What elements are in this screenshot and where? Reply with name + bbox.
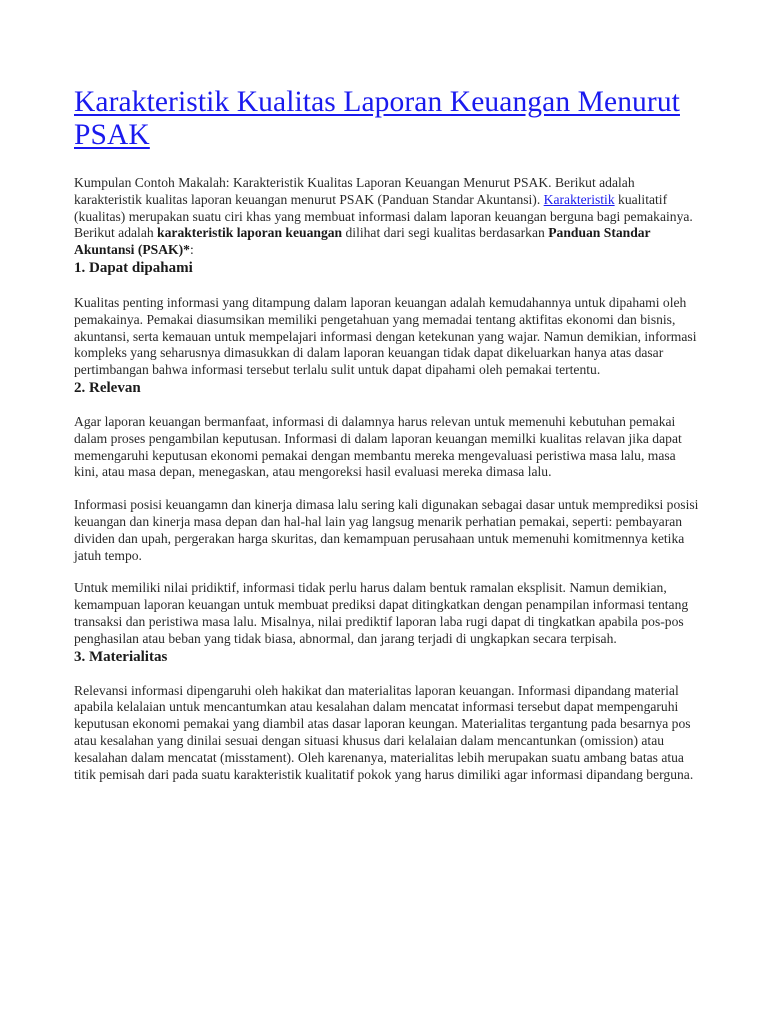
section-paragraph: Relevansi informasi dipengaruhi oleh hakikat dan materialitas laporan keuangan. Informasi dipandang material apabila kelalaian untuk mencantumkan atau kesalahan dalam mencatat informasi tersebut dapat mempengaruhi keputusan ekonomi pemakai yang diambil atas dasar laporan keungan. Materialitas tergantung pada besarnya pos atau kesalahan yang dinilai sesuai dengan situasi khusus dari kelalaian dalam mencantunkan (omission) atau kesalahan dalam mencatat (misstament). Oleh karenanya, materialitas lebih merupakan suatu ambang batas atua titik pemisah dari pada suatu karakteristik kualitatif pokok yang harus dimiliki agar informasi dipandang berguna. [74,682,694,782]
intro-paragraph [74,175,702,259]
section-paragraph: Untuk memiliki nilai pridiktif, informasi tidak perlu harus dalam bentuk ramalan eksplisit. Namun demikian, kemampuan laporan keuangan untuk membuat prediksi dapat ditingkatkan dengan penampilan informasi tentang transaksi dan peristiwa masa lalu. Misalnya, nilai prediktif laporan laba rugi dapat di tingkatkan apabila pos-pos penghasilan atau beban yang tidak biasa, abnormal, dan jarang terjadi di ungkapkan secara terpisah. [74,580,689,646]
section-heading-dapat-dipahami: 1. Dapat dipahami [74,259,193,276]
karakteristik-link[interactable]: Karakteristik [543,191,615,207]
intro-text-3: dilihat dari segi kualitas berdasarkan [342,225,549,241]
section-heading-materialitas: 3. Materialitas [74,648,168,665]
intro-text-1: Kumpulan Contoh Makalah: Karakteristik Kualitas Laporan Keuangan Menurut PSAK. Berikut adalah karakteristik kualitas laporan keuangan menurut PSAK (Panduan Standar Akuntansi). [74,175,635,207]
article [74,86,702,783]
intro-text-2: kualitatif (kualitas) merupakan suatu ciri khas yang membuat informasi dalam laporan keuangan berguna bagi pemakainya. Berikut adalah [74,191,693,241]
section-heading-relevan: 2. Relevan [74,379,141,396]
section-paragraph: Agar laporan keuangan bermanfaat, informasi di dalamnya harus relevan untuk memenuhi kebutuhan pemakai dalam proses pengambilan keputusan. Informasi di dalam laporan keuangan memilki kualitas relavan jika dapat memengaruhi keputusan ekonomi pemakai dengan membantu mereka mengevaluasi peristiwa masa lalu, masa kini, atau masa depan, menegaskan, atau mengoreksi hasil evaluasi mereka dimasa lalu. [74,413,682,480]
article-title[interactable]: Karakteristik Kualitas Laporan Keuangan Menurut PSAK [74,86,680,151]
intro-bold-1: karakteristik laporan keuangan [157,225,343,241]
intro-bold-2: Panduan Standar Akuntansi (PSAK)* [74,225,651,258]
intro-text-4: : [189,242,194,258]
section-paragraph: Kualitas penting informasi yang ditampung dalam laporan keuangan adalah kemudahannya untuk dipahami oleh pemakainya. Pemakai diasumsikan memiliki pengetahuan yang memadai tentang aktifitas ekonomi dan bisnis, akuntansi, serta kemauan untuk mempelajari informasi dengan ketekunan yang wajar. Namun demikian, informasi kompleks yang seharusnya dimasukkan di dalam laporan keuangan tidak dapat dikeluarkan hanya atas dasar pertimbangan bahwa informasi tersebut terlalu sulit untuk dapat dipahami oleh pemakai tertentu. [74,294,697,378]
section-paragraph: Informasi posisi keuangamn dan kinerja dimasa lalu sering kali digunakan sebagai dasar untuk memprediksi posisi keuangan dan kinerja masa depan dan hal-hal lain yag langsug menarik perhatian pemakai, seperti: pembayaran dividen dan upah, pergerakan harga skuritas, dan kemampuan perusahaan untuk memenuhi komitmennya ketika jatuh tempo. [74,497,699,563]
